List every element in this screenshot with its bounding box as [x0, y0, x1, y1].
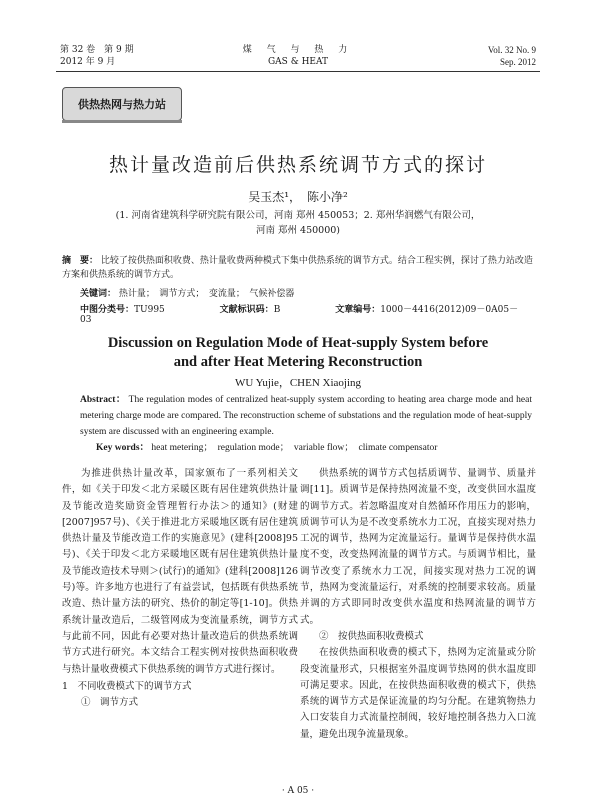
- abstract-en-text: The regulation modes of centralized heat-supply system according to heating area charge mode and heat metering charge mode are compared. The reconstruction scheme of substations and the regulation mode of heat-supply system are discussed with an engineering example.: [80, 395, 532, 437]
- page-number: · A 05 ·: [281, 786, 315, 796]
- authors-en: WU Yujie，CHEN Xiaojing: [234, 377, 362, 389]
- abstract-cn-label: 摘 要：: [62, 256, 99, 266]
- keywords-cn: [80, 286, 536, 299]
- abstract-en: [80, 392, 532, 440]
- section-heading-1: 1 不同收费模式下的调节方式: [62, 680, 192, 692]
- keywords-cn-text: 热计量； 调节方式； 变流量； 气候补偿器: [118, 289, 295, 299]
- regulation-paragraph: 供热系统的调节方式包括质调节、量调节、质量并调[11]。质调节是保持热网流量不变，改变供回水温度的调节方式。若忽略温度对自然循环作用压力的影响，质调节可认为是不改变系统水力工况，直接实现对热力工况的调节，热网为定流量运行。量调节是保持供水温度不变，改变热网流量的调节方式。与质调节相比，量调节改变了系统水力工况，间接实现对热力工况的调节，热网为变流量运行，对系统的控制要求较高。质量并调的方式即同时改变供水温度和热网流量的调节方式。: [300, 468, 536, 626]
- affiliations-cn: [60, 208, 536, 238]
- keywords-en-label: Key words：: [96, 443, 150, 453]
- authors-cn: 吴玉杰¹， 陈小净²: [248, 190, 348, 204]
- keywords-en-text: heat metering； regulation mode； variable flow； climate compensator: [151, 443, 438, 453]
- keywords-cn-label: 关键词：: [80, 289, 117, 299]
- header-rule: [56, 71, 540, 72]
- affiliation-line-2: 河南 郑州 450000): [255, 225, 340, 236]
- keywords-en: [96, 439, 536, 453]
- badge-shadow: [62, 120, 182, 123]
- clc-code: 中图分类号：TU995: [80, 305, 165, 315]
- abstract-cn: [62, 254, 534, 282]
- abstract-cn-text: 比较了按供热面积收费、热计量收费两种模式下集中供热系统的调节方式。结合工程实例，探讨了热力站改造方案和供热系统的调节方式。: [62, 256, 533, 280]
- classification-codes: [80, 302, 536, 325]
- body-column-left: [62, 466, 298, 711]
- column-badge: 供热热网与热力站: [62, 87, 182, 121]
- publication-date: 2012 年 9 月: [60, 57, 116, 67]
- article-title-cn: 热计量改造前后供热系统调节方式的探讨: [108, 154, 487, 176]
- volume-issue-en: Vol. 32 No. 9: [487, 45, 536, 55]
- body-column-right: [300, 466, 536, 743]
- title-en-line-1: Discussion on Regulation Mode of Heat-supply System before: [107, 335, 489, 351]
- article-title-en: [0, 334, 596, 372]
- journal-name-en: GAS & HEAT: [267, 57, 329, 67]
- running-header: [0, 0, 596, 72]
- abstract-en-label: Abstract：: [80, 395, 126, 405]
- title-en-line-2: and after Heat Metering Reconstruction: [173, 354, 423, 370]
- affiliation-line-1: (1. 河南省建筑科学研究院有限公司，河南 郑州 450053；2. 郑州华润燃气有限公司，: [115, 210, 481, 221]
- volume-issue: 第 32 卷 第 9 期: [60, 45, 134, 55]
- subsection-heading-2: ② 按供热面积收费模式: [319, 630, 424, 642]
- area-charge-paragraph: 在按供热面积收费的模式下，热网为定流量或分阶段变流量形式，只根据室外温度调节热网的供水温度即可满足要求。因此，在按供热面积收费的模式下，供热系统的调节方式是保证流量的均匀分配。在建筑物热力入口安装自力式流量控制阀，较好地控制各热力入口流量，避免出现争流量现象。: [300, 647, 536, 740]
- publication-date-en: Sep. 2012: [500, 57, 536, 67]
- journal-volume-info-en: [488, 44, 536, 68]
- journal-name-cn: 煤 气 与 热 力: [242, 45, 354, 55]
- article-number: 文章编号：1000－4416(2012)09－0A05－03: [80, 305, 519, 325]
- subsection-heading-1: ① 调节方式: [81, 697, 139, 709]
- document-code: 文献标识码：B: [219, 305, 281, 315]
- intro-paragraph: 为推进供热计量改革，国家颁布了一系列相关文件，如《关于印发＜北方采暖区既有居住建筑供热计量及节能改造奖励资金管理暂行办法＞的通知》(财建[2007]957号)、《关于推进北方采暖地区既有居住建筑供热计量及节能改造工作的实施意见》(建科[2008]95号)、《关于印发＜北方采暖地区既有居住建筑供热计量及节能改造技术导则＞(试行)的通知》(建科[2008]126号)等。许多地方也进行了有益尝试，包括既有供热系统改造、热计量方法的研究、热价的制定等[1-10]。供热系统计量改造后，二级管网成为变流量系统，调节方式与此前不同，因此有必要对热计量改造后的供热系统调节方式进行研究。本文结合工程实例对按供热面积收费与热计量收费模式下供热系统的调节方式进行探讨。: [62, 468, 298, 675]
